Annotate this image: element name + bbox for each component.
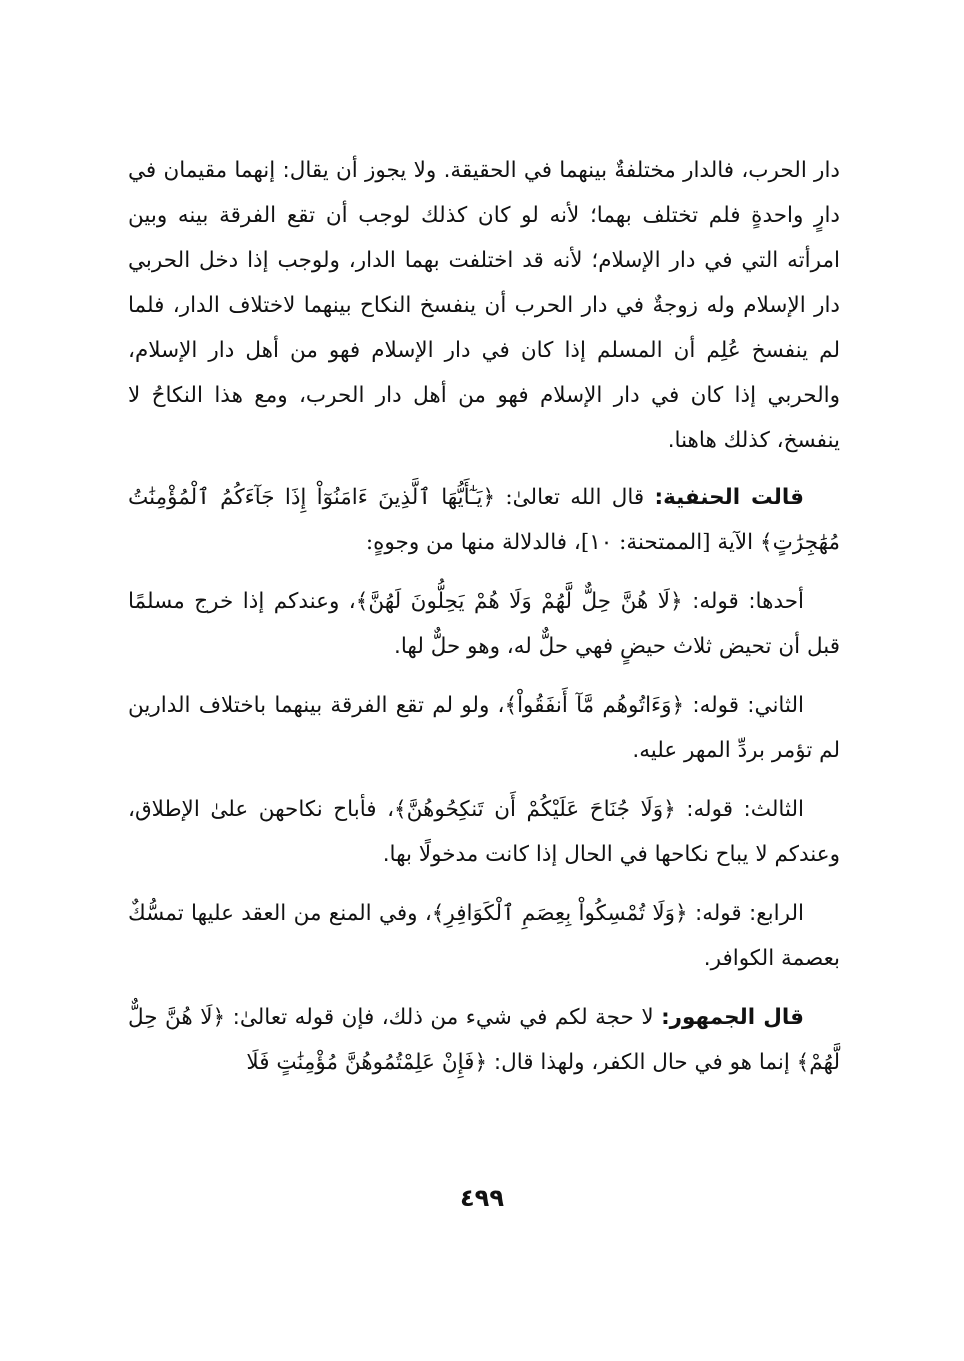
paragraph-5 bbox=[128, 787, 840, 877]
paragraph-text: دار الحرب، فالدار مختلفةٌ بينهما في الحقيقة. ولا يجوز أن يقال: إنهما مقيمان في دارٍ واحدةٍ فلم تختلف بهما؛ لأنه لو كان كذلك لوجب أن تقع الفرقة بينه وبين امرأته التي في دار الإسلام؛ لأنه قد اختلفت بهما الدار، ولوجب إذا دخل الحربي دار الإسلام وله زوجةٌ في دار الحرب أن ينفسخ النكاح بينهما لاختلاف الدار، فلما لم ينفسخ عُلِم أن المسلم إذا كان في دار الإسلام فهو من أهل دار الإسلام، والحربي إذا كان في دار الإسلام فهو من أهل دار الحرب، ومع هذا النكاحُ لا ينفسخ، كذلك هاهنا. bbox=[128, 158, 840, 453]
paragraph-lead: قال الجمهور: bbox=[661, 1005, 804, 1030]
paragraph-lead: الثاني: bbox=[747, 693, 804, 718]
paragraph-3 bbox=[128, 579, 840, 669]
paragraph-4 bbox=[128, 683, 840, 773]
paragraph-text: لا حجة لكم في شيء من ذلك، فإن قوله تعالىٰ: ﴿لَا هُنَّ حِلٌّ لَّهُمْ﴾ إنما هو في حال الكفر، ولهذا قال: ﴿فَإِنْ عَلِمْتُمُوهُنَّ مُؤْمِنَٰتٍ فَلَا bbox=[128, 1005, 840, 1075]
paragraph-7 bbox=[128, 995, 840, 1085]
paragraph-2 bbox=[128, 475, 840, 565]
paragraph-text: قوله: ﴿لَا هُنَّ حِلٌّ لَّهُمْ وَلَا هُمْ يَحِلُّونَ لَهُنَّ﴾، وعندكم إذا خرج مسلمًا قبل أن تحيض ثلاث حيضٍ فهي حلٌّ له، وهو حلٌّ لها. bbox=[128, 589, 840, 659]
paragraph-6 bbox=[128, 891, 840, 981]
paragraph-lead: الثالث: bbox=[743, 797, 804, 822]
page-number: ٤٩٩ bbox=[460, 1184, 504, 1212]
paragraph-lead: الرابع: bbox=[748, 901, 804, 926]
paragraph-lead: أحدها: bbox=[748, 589, 804, 614]
paragraph-lead: قالت الحنفية: bbox=[654, 485, 804, 510]
paragraph-text: قوله: ﴿وَلَا تُمْسِكُواْ بِعِصَمِ ٱلْكَوَافِرِ﴾، وفي المنع من العقد عليها تمسُّكٌ بعصمة الكوافر. bbox=[128, 901, 840, 971]
page-body bbox=[128, 148, 840, 1099]
paragraph-text: قال الله تعالىٰ: ﴿يَـٰٓأَيُّهَا ٱلَّذِينَ ءَامَنُوٓاْ إِذَا جَآءَكُمُ ٱلْمُؤْمِنَٰتُ مُهَٰجِرَٰتٍ﴾ الآية [الممتحنة: ١٠]، فالدلالة منها من وجوهٍ: bbox=[128, 485, 840, 555]
paragraph-text: قوله: ﴿وَلَا جُنَاحَ عَلَيْكُمْ أَن تَنكِحُوهُنَّ﴾، فأباح نكاحهن علىٰ الإطلاق، وعندكم لا يباح نكاحها في الحال إذا كانت مدخولًا بها. bbox=[128, 797, 840, 867]
paragraph-1 bbox=[128, 148, 840, 463]
paragraph-text: قوله: ﴿وَءَاتُوهُم مَّآ أَنفَقُواْ﴾، ولو لم تقع الفرقة بينهما باختلاف الدارين لم تؤمر بردِّ المهر عليه. bbox=[128, 693, 840, 763]
